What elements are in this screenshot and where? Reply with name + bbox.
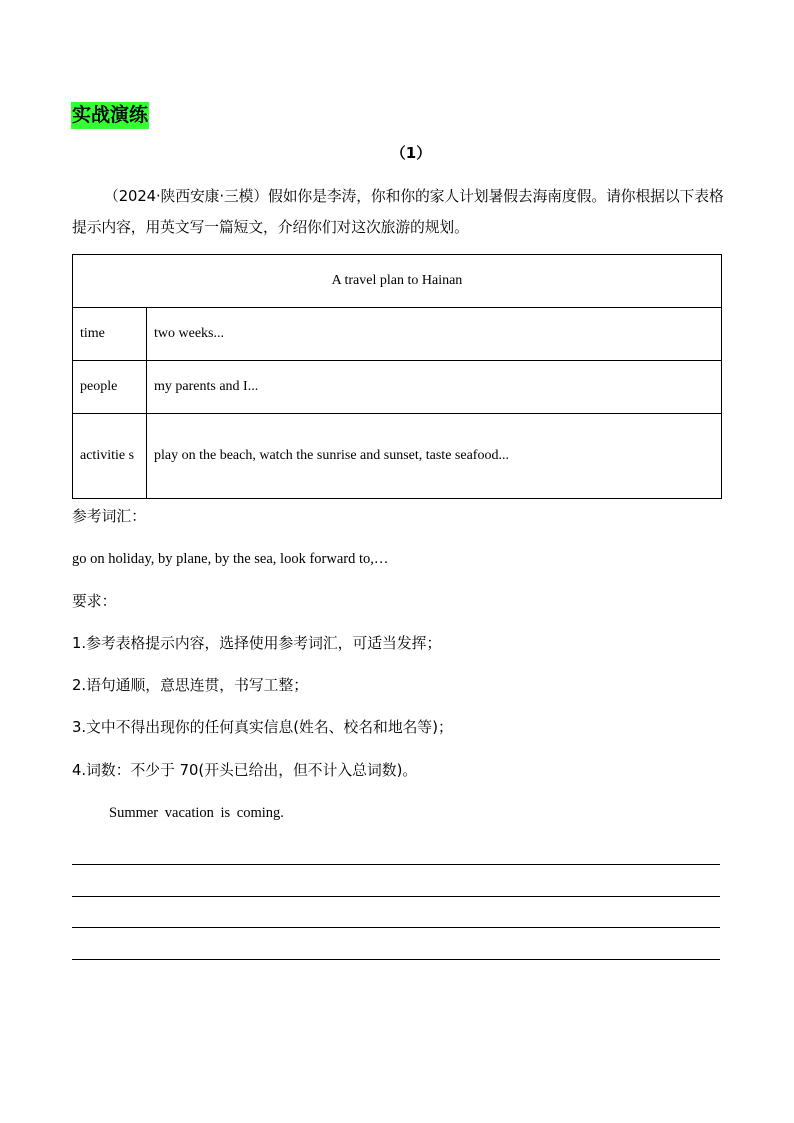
row-content: play on the beach, watch the sunrise and sunset, taste seafood... xyxy=(147,414,722,499)
travel-plan-table xyxy=(72,254,722,499)
requirements-heading: 要求： xyxy=(72,593,117,610)
table-row xyxy=(73,308,722,361)
section-title: 实战演练 xyxy=(71,102,149,129)
writing-line[interactable] xyxy=(72,864,720,865)
row-label: time xyxy=(73,308,147,361)
table-row xyxy=(73,414,722,499)
writing-line[interactable] xyxy=(72,959,720,960)
vocab-heading: 参考词汇： xyxy=(72,508,146,525)
table-title: A travel plan to Hainan xyxy=(73,255,722,308)
row-content: my parents and I... xyxy=(147,361,722,414)
row-label: people xyxy=(73,361,147,414)
writing-line[interactable] xyxy=(72,896,720,897)
writing-line[interactable] xyxy=(72,927,720,928)
opening-sentence: Summer vacation is coming. xyxy=(109,805,284,821)
table-row xyxy=(73,361,722,414)
intro-paragraph: （2024·陕西安康·三模）假如你是李涛，你和你的家人计划暑假去海南度假。请你根据以下表格提示内容，用英文写一篇短文，介绍你们对这次旅游的规划。 xyxy=(72,188,724,236)
vocab-words: go on holiday, by plane, by the sea, look forward to,… xyxy=(72,551,389,567)
requirement-item: 4.词数：不少于 70(开头已给出，但不计入总词数)。 xyxy=(72,762,418,779)
requirement-item: 3.文中不得出现你的任何真实信息(姓名、校名和地名等)； xyxy=(72,719,453,736)
row-label: activitie s xyxy=(73,414,147,499)
requirement-item: 2.语句通顺，意思连贯，书写工整； xyxy=(72,677,309,694)
requirement-item: 1.参考表格提示内容，选择使用参考词汇，可适当发挥； xyxy=(72,635,442,652)
question-number: （1） xyxy=(390,144,432,162)
row-content: two weeks... xyxy=(147,308,722,361)
table-title-row xyxy=(73,255,722,308)
